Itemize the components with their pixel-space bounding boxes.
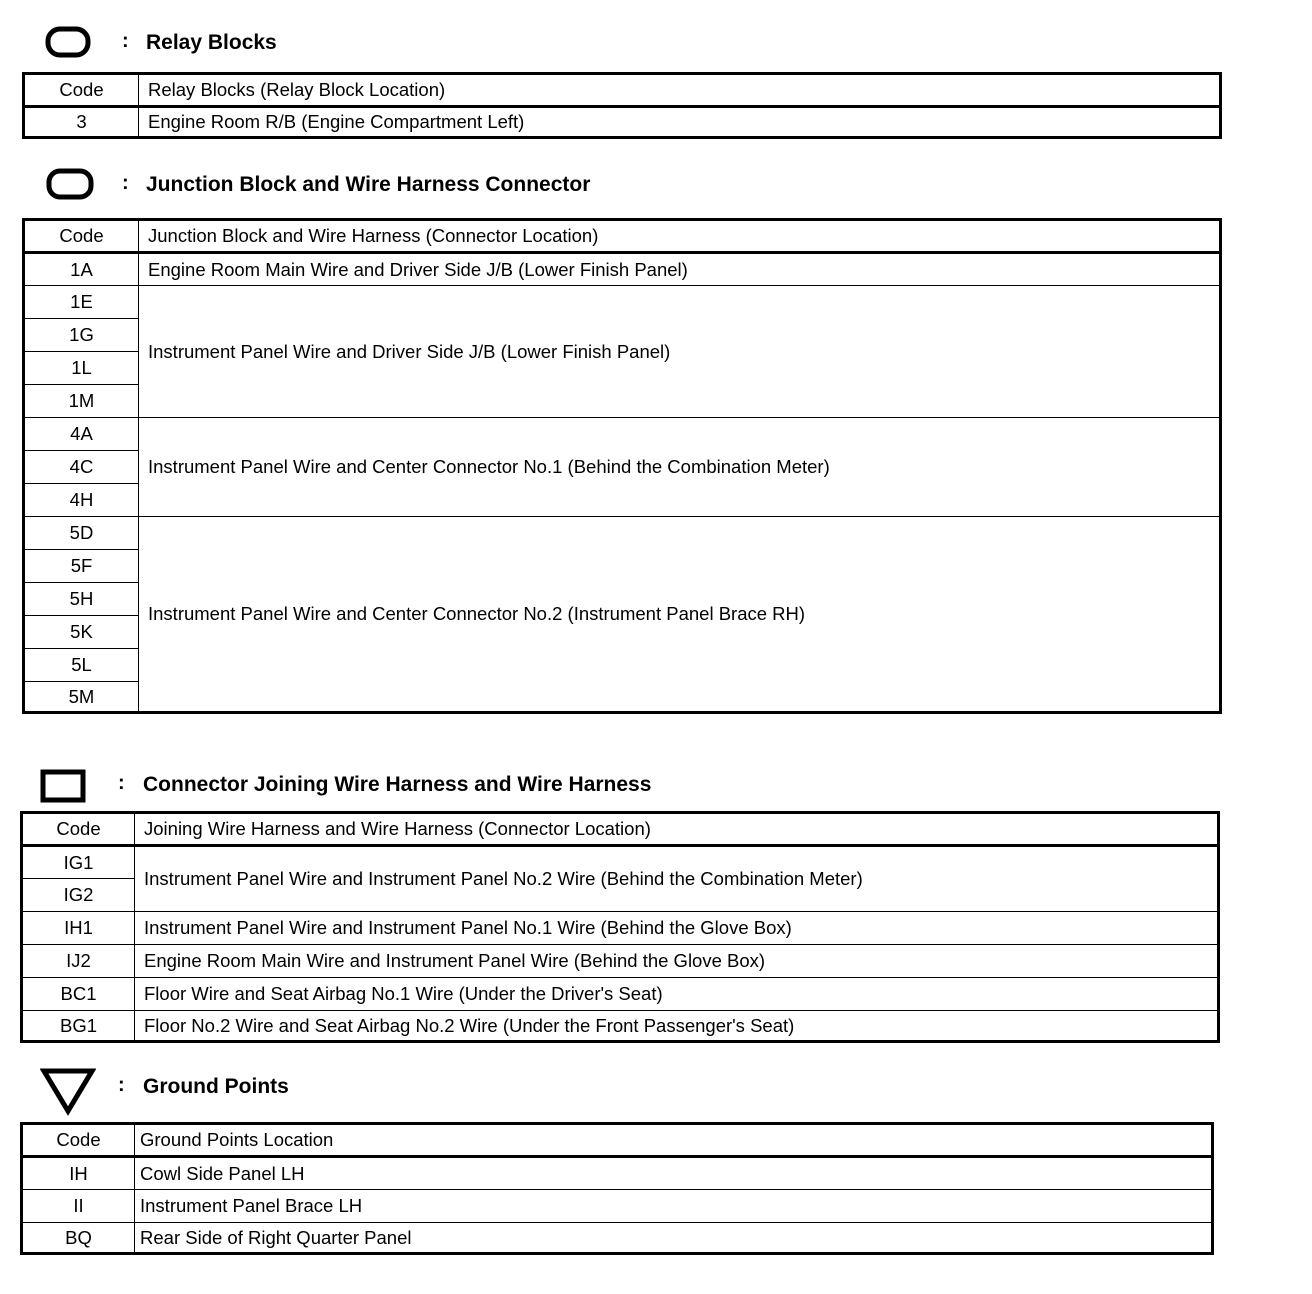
code-cell: BG1 xyxy=(22,1011,135,1042)
location-cell: Engine Room Main Wire and Driver Side J/B (Lower Finish Panel) xyxy=(139,253,1221,286)
location-column-header: Ground Points Location xyxy=(135,1124,1213,1157)
location-column-header: Relay Blocks (Relay Block Location) xyxy=(139,74,1221,107)
table-row xyxy=(24,286,1221,319)
connector-joining-heading xyxy=(40,764,760,804)
heading-colon: : xyxy=(118,1074,125,1096)
code-column-header: Code xyxy=(24,74,139,107)
table-row xyxy=(22,945,1219,978)
code-cell: 5D xyxy=(24,517,139,550)
connector-square-symbol-icon xyxy=(40,764,86,804)
junction-block-table xyxy=(22,218,1222,714)
code-column-header: Code xyxy=(22,1124,135,1157)
table-row xyxy=(22,1223,1213,1254)
location-cell: Instrument Panel Wire and Instrument Panel No.2 Wire (Behind the Combination Meter) xyxy=(135,846,1219,912)
code-cell: 5M xyxy=(24,682,139,713)
location-cell: Engine Room R/B (Engine Compartment Left) xyxy=(139,107,1221,138)
table-header-row xyxy=(24,220,1221,253)
table-row xyxy=(24,253,1221,286)
location-cell: Cowl Side Panel LH xyxy=(135,1157,1213,1190)
code-cell: 4H xyxy=(24,484,139,517)
code-cell: 5K xyxy=(24,616,139,649)
table-row xyxy=(22,1011,1219,1042)
code-cell: 5H xyxy=(24,583,139,616)
heading-colon: : xyxy=(122,30,129,52)
table-row xyxy=(22,1190,1213,1223)
table-row xyxy=(24,418,1221,451)
code-cell: 5L xyxy=(24,649,139,682)
heading-colon: : xyxy=(122,172,129,194)
code-cell: 4C xyxy=(24,451,139,484)
code-cell: IJ2 xyxy=(22,945,135,978)
code-column-header: Code xyxy=(22,813,135,846)
location-column-header: Junction Block and Wire Harness (Connector Location) xyxy=(139,220,1221,253)
location-cell: Floor No.2 Wire and Seat Airbag No.2 Wire (Under the Front Passenger's Seat) xyxy=(135,1011,1219,1042)
location-cell: Engine Room Main Wire and Instrument Panel Wire (Behind the Glove Box) xyxy=(135,945,1219,978)
table-row xyxy=(22,978,1219,1011)
code-cell: 3 xyxy=(24,107,139,138)
code-cell: 4A xyxy=(24,418,139,451)
code-cell: 1M xyxy=(24,385,139,418)
ground-points-title: Ground Points xyxy=(143,1075,289,1098)
connector-joining-title: Connector Joining Wire Harness and Wire Harness xyxy=(143,773,652,796)
code-cell: BC1 xyxy=(22,978,135,1011)
relay-blocks-title: Relay Blocks xyxy=(146,31,277,54)
table-row xyxy=(22,1157,1213,1190)
location-cell: Instrument Panel Wire and Center Connector No.1 (Behind the Combination Meter) xyxy=(139,418,1221,517)
code-cell: IH xyxy=(22,1157,135,1190)
junction-block-symbol-icon xyxy=(44,164,96,204)
ground-points-heading xyxy=(40,1066,440,1106)
code-cell: BQ xyxy=(22,1223,135,1254)
location-column-header: Joining Wire Harness and Wire Harness (Connector Location) xyxy=(135,813,1219,846)
code-cell: II xyxy=(22,1190,135,1223)
location-cell: Instrument Panel Wire and Center Connector No.2 (Instrument Panel Brace RH) xyxy=(139,517,1221,713)
location-cell: Floor Wire and Seat Airbag No.1 Wire (Under the Driver's Seat) xyxy=(135,978,1219,1011)
code-cell: IG2 xyxy=(22,879,135,912)
table-row xyxy=(22,912,1219,945)
ground-triangle-symbol-icon xyxy=(40,1066,96,1116)
code-cell: 1E xyxy=(24,286,139,319)
code-column-header: Code xyxy=(24,220,139,253)
location-cell: Instrument Panel Wire and Driver Side J/B (Lower Finish Panel) xyxy=(139,286,1221,418)
junction-block-heading xyxy=(44,164,744,204)
code-cell: 1A xyxy=(24,253,139,286)
ground-points-table xyxy=(20,1122,1214,1255)
table-header-row xyxy=(22,813,1219,846)
code-cell: 1G xyxy=(24,319,139,352)
table-row xyxy=(24,107,1221,138)
junction-block-title: Junction Block and Wire Harness Connector xyxy=(146,173,591,196)
code-cell: IH1 xyxy=(22,912,135,945)
connector-joining-table xyxy=(20,811,1220,1043)
relay-blocks-table xyxy=(22,72,1222,139)
location-cell: Rear Side of Right Quarter Panel xyxy=(135,1223,1213,1254)
table-header-row xyxy=(24,74,1221,107)
location-cell: Instrument Panel Wire and Instrument Panel No.1 Wire (Behind the Glove Box) xyxy=(135,912,1219,945)
heading-colon: : xyxy=(118,772,125,794)
table-row xyxy=(22,846,1219,879)
relay-block-symbol-icon xyxy=(44,22,92,62)
table-header-row xyxy=(22,1124,1213,1157)
location-cell: Instrument Panel Brace LH xyxy=(135,1190,1213,1223)
relay-blocks-heading xyxy=(44,22,644,62)
code-cell: 1L xyxy=(24,352,139,385)
code-cell: IG1 xyxy=(22,846,135,879)
code-cell: 5F xyxy=(24,550,139,583)
table-row xyxy=(24,517,1221,550)
